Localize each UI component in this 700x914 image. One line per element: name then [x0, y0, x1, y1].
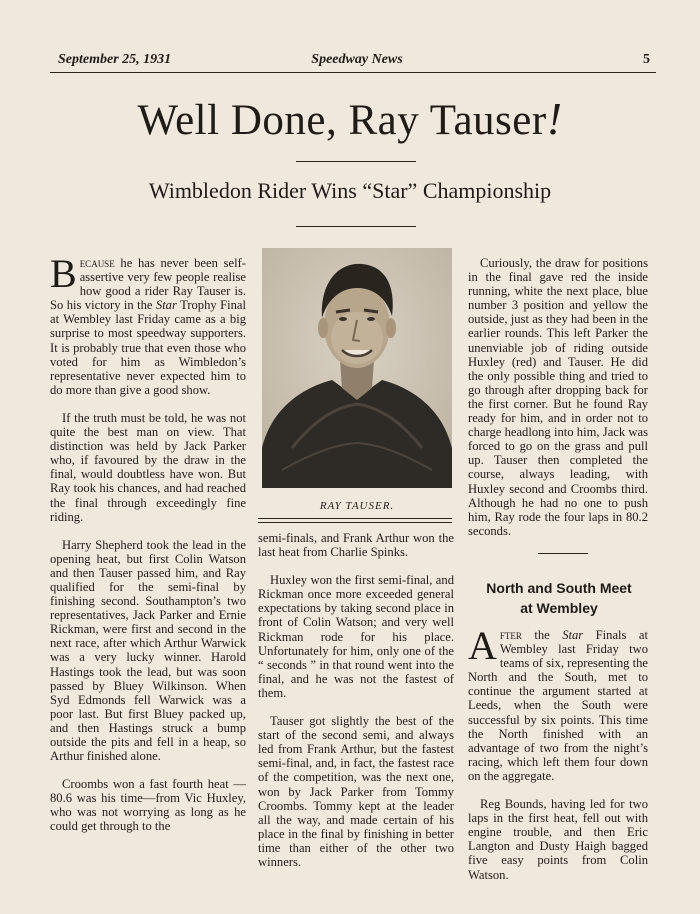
page-header: [58, 52, 656, 72]
article-subheading: Wimbledon Rider Wins “Star” Championship: [148, 178, 552, 203]
column-1: [50, 251, 246, 848]
caption-rule: [258, 518, 452, 523]
paragraph: Reg Bounds, having led for two laps in the first heat, fell out with engine trouble, and then Eric Langton and Dusty Haigh bagged five easy points from Colin Watson.: [468, 797, 648, 882]
drop-cap: B: [50, 251, 77, 296]
paragraph: Huxley won the first semi-final, and Rickman once more exceeded general expectations by taking second place in front of Colin Watson; and very well Rickman rode for his place. Unfortunately for him, only one of the “ seconds ” in that round went into the final, and he was not the fastest of them.: [258, 573, 454, 700]
paragraph-intro: After the Star Finals at Wembley last Friday two teams of six, representing the North and the South, met to continue the argument started at Leeds, when the South were successful by six points. This time the North finished with an advantage of two from the night’s racing, which left them four down on the aggregate.: [468, 623, 648, 783]
paragraph: If the truth must be told, he was not quite the best man on view. That distinction was held by Jack Parker who, if favoured by the draw in the final, would doubtless have won. But Ray took his chances, and had reached the final through exceedingly fine riding.: [50, 410, 246, 524]
header-rule: [50, 72, 656, 73]
paragraph-intro: Because he has never been self-assertive very few people realise how good a rider Ray Tauser is. So his victory in the Star Trophy Final at Wembley last Friday came as a big surprise to most speedway supporters. It is probably true that even those who voted for him as Wimbledon’s representative never expected him to do more than give a good show.: [50, 251, 246, 397]
sidebar-heading: North and South Meet at Wembley: [486, 580, 632, 616]
rider-photo: [262, 248, 452, 488]
section-divider: [538, 553, 588, 554]
paragraph: semi-finals, and Frank Arthur won the last heat from Charlie Spinks.: [258, 531, 454, 560]
page-number: 5: [643, 52, 650, 67]
headline-exclamation: !: [546, 93, 563, 144]
issue-date: September 25, 1931: [58, 52, 172, 67]
headline-rule: [296, 161, 416, 162]
paragraph: Harry Shepherd took the lead in the opening heat, but first Colin Watson and then Tauser passed him, and Ray qualified for the semi-final by finishing second. Southampton’s two representatives, Jack Parker and Ernie Rickman, were first and second in the next race, after which Arthur Warwick was a very lucky winner. Harold Hastings took the lead, but was soon passed by Bluey Wilkinson. When Syd Edmonds fell Warwick was a poor last. But first Bluey packed up, and then Hastings struck a bump outside the pits and fell in a heap, so Arthur finished alone.: [50, 537, 246, 764]
publication-name: Speedway News: [311, 52, 403, 67]
drop-cap: A: [468, 623, 497, 668]
paragraph: Curiously, the draw for positions in the final gave red the inside running, white the next place, blue number 3 position and yellow the outside, just as they had been in the earlier rounds. This left Parker the unenviable job of riding outside Huxley (red) and Tauser. He did the only possible thing and tried to go through after dropping back for the first corner. But he found Ray ready for him, and in order not to charge headlong into him, Jack was forced to go on the grass and pull up. Tauser then completed the course, always leading, with Huxley second and Croombs third. Although he had no one to push him, Ray rode the four laps in 80.2 seconds.: [468, 256, 648, 538]
subhead-rule: [296, 226, 416, 227]
paragraph: Croombs won a fast fourth heat —80.6 was his time—from Vic Huxley, who was not worrying as long as he could get through to the: [50, 777, 246, 834]
photo-caption: RAY TAUSER.: [319, 500, 395, 512]
column-3: [468, 256, 648, 552]
column-2: [258, 531, 454, 883]
column-3-lower: [468, 623, 648, 896]
paragraph: Tauser got slightly the best of the start of the second semi, and always led from Frank Arthur, but the fastest semi-final, and, in fact, the fastest race of the competition, was the next one, won by Jack Parker from Tommy Croombs. Tommy kept at the leader all the way, and made certain of his place in the final by finishing in better time than either of the other two winners.: [258, 714, 454, 869]
portrait-illustration: [262, 248, 452, 488]
headline-text: Well Done, Ray Tauser: [137, 97, 547, 144]
article-headline: [40, 92, 660, 145]
